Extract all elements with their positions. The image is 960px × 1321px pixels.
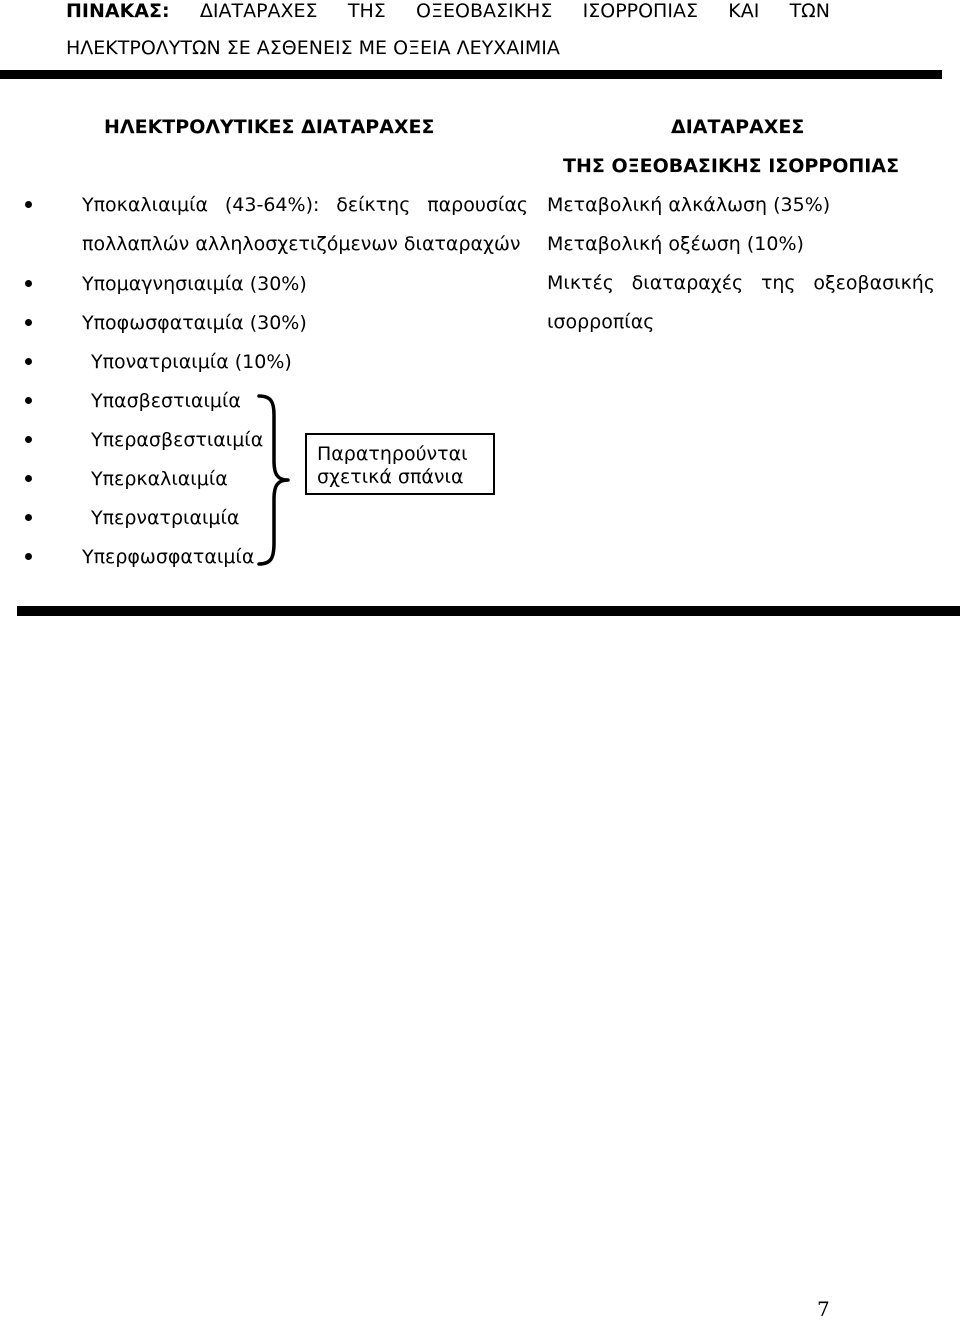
table-title-line-2: ΗΛΕΚΤΡΟΛΥΤΩΝ ΣΕ ΑΣΘΕΝΕΙΣ ΜΕ ΟΞΕΙΑ ΛΕΥΧΑΙΜΙΑ (66, 37, 560, 59)
list-item-hypokalemia (82, 194, 528, 216)
list-word: Μικτές (547, 272, 614, 294)
list-word: δείκτης (336, 194, 411, 216)
table-title-line-1 (66, 0, 830, 22)
right-column-header-line-1: ΔΙΑΤΑΡΑΧΕΣ (671, 116, 805, 138)
bullet-icon (25, 475, 32, 482)
title-word: ΔΙΑΤΑΡΑΧΕΣ (199, 0, 318, 22)
acid-base-mixed-item (547, 272, 935, 294)
bullet-icon (25, 280, 32, 287)
list-item: Υπερφωσφαταιμία (82, 546, 255, 568)
list-item: Υπονατριαιμία (10%) (91, 351, 292, 373)
list-item: Υπασβεστιαιμία (91, 390, 241, 412)
acid-base-mixed-continuation: ισορροπίας (547, 311, 655, 333)
title-word: ΤΗΣ (347, 0, 386, 22)
list-word: διαταραχές (631, 272, 744, 294)
bottom-rule (17, 606, 960, 616)
rare-note-line-1: Παρατηρούνται (317, 443, 468, 465)
acid-base-item: Μεταβολική αλκάλωση (35%) (547, 194, 831, 216)
list-word: (43-64%): (224, 194, 320, 216)
bullet-icon (25, 514, 32, 521)
bullet-icon (25, 397, 32, 404)
list-word: παρουσίας (427, 194, 528, 216)
bullet-icon (25, 319, 32, 326)
right-column-header-line-2: ΤΗΣ ΟΞΕΟΒΑΣΙΚΗΣ ΙΣΟΡΡΟΠΙΑΣ (563, 155, 900, 177)
list-word: Υποκαλιαιμία (82, 194, 209, 216)
rare-note-box (305, 433, 495, 495)
list-word: οξεοβασικής (813, 272, 935, 294)
bullet-icon (25, 358, 32, 365)
curly-brace-icon (255, 393, 305, 568)
title-word: ΙΣΟΡΡΟΠΙΑΣ (582, 0, 698, 22)
page-number: 7 (817, 1297, 830, 1321)
title-word: ΟΞΕΟΒΑΣΙΚΗΣ (416, 0, 553, 22)
list-item: Υπομαγνησιαιμία (30%) (82, 273, 307, 295)
rare-note-line-2: σχετικά σπάνια (317, 466, 464, 488)
bullet-icon (25, 201, 32, 208)
list-item: Υπερασβεστιαιμία (91, 429, 264, 451)
title-word: ΤΩΝ (789, 0, 830, 22)
list-word: της (760, 272, 796, 294)
list-item: Υπερκαλιαιμία (91, 468, 228, 490)
list-item-continuation: πολλαπλών αλληλοσχετιζόμενων διαταραχών (82, 233, 521, 255)
table-label: ΠΙΝΑΚΑΣ: (66, 0, 170, 22)
list-item: Υπερνατριαιμία (91, 507, 240, 529)
top-rule (0, 70, 942, 79)
acid-base-item: Μεταβολική οξέωση (10%) (547, 233, 804, 255)
bullet-icon (25, 553, 32, 560)
left-column-header: ΗΛΕΚΤΡΟΛΥΤΙΚΕΣ ΔΙΑΤΑΡΑΧΕΣ (104, 116, 435, 138)
bullet-icon (25, 436, 32, 443)
list-item: Υποφωσφαταιμία (30%) (82, 312, 307, 334)
title-word: ΚΑΙ (728, 0, 760, 22)
